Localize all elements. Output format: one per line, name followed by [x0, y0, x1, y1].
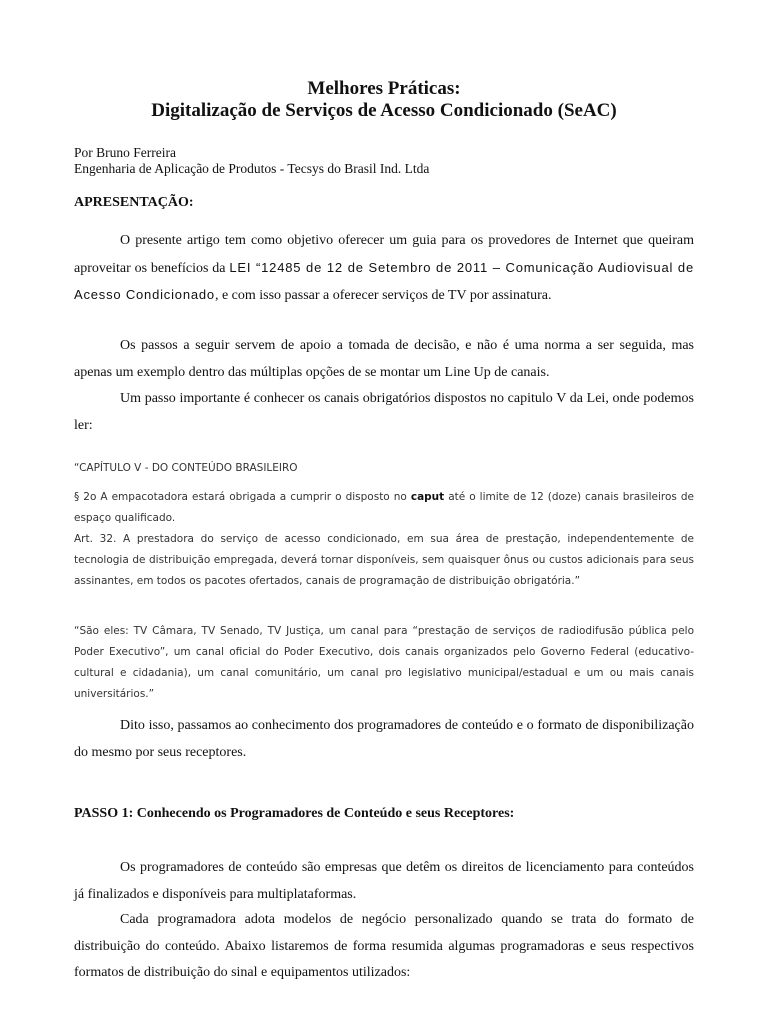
paragraph-intro-text-after: , e com isso passar a oferecer serviços de TV por assinatura.: [214, 288, 552, 303]
document-title-line2: Digitalização de Serviços de Acesso Condicionado (SeAC): [151, 100, 617, 121]
paragraph-steps-text: Os passos a seguir servem de apoio a tomada de decisão, e não é uma norma a ser seguida, mas apenas um exemplo dentro das múltiplas opções de se montar um Line Up de canais.: [74, 338, 694, 380]
paragraph-intro: [74, 228, 694, 310]
affiliation-line: Engenharia de Aplicação de Produtos - Tecsys do Brasil Ind. Ltda: [74, 161, 430, 176]
quote-caput: caput: [410, 491, 445, 503]
section-heading-passo-1: PASSO 1: Conhecendo os Programadores de Conteúdo e seus Receptores:: [74, 806, 515, 821]
section-heading-apresentacao: APRESENTAÇÃO:: [74, 195, 194, 210]
paragraph-modelos-text: Cada programadora adota modelos de negócio personalizado quando se trata do formato de distribuição do conteúdo. Abaixo listaremos de forma resumida algumas programadoras e seus respectivos formatos de distribuição do sinal e equipamentos utilizados:: [74, 912, 694, 980]
quote-paragraph-2: [74, 487, 694, 529]
paragraph-intro-text-before: O presente artigo tem como objetivo oferecer um guia para os provedores de Internet que queiram aproveitar os benefícios da: [74, 233, 694, 276]
paragraph-mandatory-channels-text: Um passo importante é conhecer os canais obrigatórios dispostos no capitulo V da Lei, onde podemos ler:: [74, 391, 694, 433]
author-line: Por Bruno Ferreira: [74, 145, 176, 160]
quote-chapter-heading: “CAPÍTULO V - DO CONTEÚDO BRASILEIRO: [74, 462, 298, 474]
quote-channel-list: “São eles: TV Câmara, TV Senado, TV Justiça, um canal para “prestação de serviços de radiodifusão pública pelo Poder Executivo”, um canal oficial do Poder Executivo, dois canais organizados pelo Governo Federal (educativo-cultural e cidadania), um canal comunitário, um canal pro legislativo municipal/estadual e um ou mais canais universitários.”: [74, 625, 694, 700]
paragraph-modelos: [74, 907, 694, 987]
document-title-line1: Melhores Práticas:: [307, 78, 461, 99]
law-reference: LEI “12485 de 12 de Setembro de 2011 – Comunicação Audiovisual de Acesso Condicionado: [74, 259, 694, 302]
quote-paragraph-2-after: até o limite de 12 (doze) canais brasileiros de espaço qualificado.: [74, 491, 694, 524]
paragraph-steps: [74, 333, 694, 386]
quote-article-32: Art. 32. A prestadora do serviço de acesso condicionado, em sua área de prestação, independentemente de tecnologia de distribuição empregada, deverá tornar disponíveis, sem quaisquer ônus ou custos adicionais para seus assinantes, em todos os pacotes ofertados, canais de programação de distribuição obrigatória.”: [74, 533, 694, 587]
paragraph-transition-text: Dito isso, passamos ao conhecimento dos programadores de conteúdo e o formato de disponibilização do mesmo por seus receptores.: [74, 718, 694, 760]
paragraph-programadores-text: Os programadores de conteúdo são empresas que detêm os direitos de licenciamento para conteúdos já finalizados e disponíveis para multiplataformas.: [74, 860, 694, 902]
paragraph-mandatory-channels: [74, 386, 694, 439]
paragraph-transition: [74, 713, 694, 766]
quote-paragraph-2-before: § 2o A empacotadora estará obrigada a cumprir o disposto no: [74, 491, 411, 503]
paragraph-programadores: [74, 855, 694, 908]
